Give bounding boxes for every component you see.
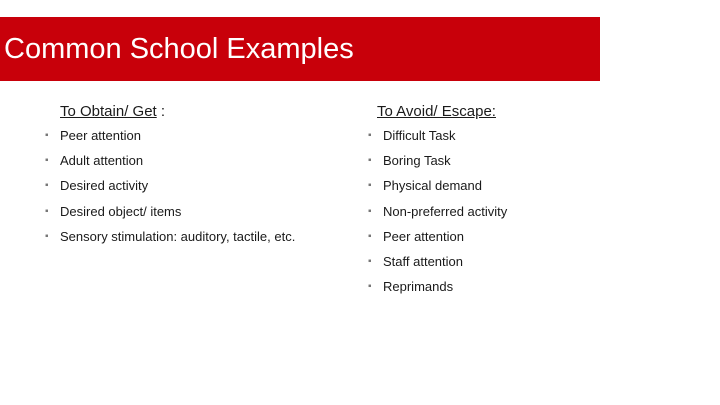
list-item	[365, 227, 507, 252]
bullet-icon: ▪	[45, 205, 49, 217]
list-item-text: Non-preferred activity	[383, 203, 508, 219]
list-item	[0, 202, 295, 227]
list-item	[365, 202, 507, 227]
avoid-heading	[377, 102, 496, 122]
list-item-text: Sensory stimulation: auditory, tactile, etc.	[60, 228, 296, 244]
bullet-icon: ▪	[45, 230, 49, 242]
list-item	[0, 126, 295, 151]
list-item	[365, 151, 507, 176]
list-item	[0, 227, 295, 252]
list-item-text: Difficult Task	[383, 128, 456, 143]
slide-title: Common School Examples	[4, 33, 354, 65]
list-item	[0, 151, 295, 176]
list-item-text: Boring Task	[383, 153, 451, 169]
bullet-icon: ▪	[45, 180, 49, 192]
list-item-text: Desired activity	[60, 178, 149, 194]
list-item-text: Peer attention	[60, 128, 141, 143]
bullet-icon: ▪	[368, 155, 372, 167]
list-item-text: Peer attention	[383, 228, 464, 244]
avoid-list	[365, 126, 507, 302]
bullet-icon: ▪	[45, 130, 49, 141]
list-item	[0, 176, 295, 201]
bullet-icon: ▪	[368, 130, 372, 141]
bullet-icon: ▪	[368, 230, 372, 242]
bullet-icon: ▪	[368, 205, 372, 217]
list-item	[365, 176, 507, 201]
bullet-icon: ▪	[368, 281, 372, 293]
avoid-heading-text: To Avoid/ Escape:	[377, 103, 496, 120]
obtain-list	[0, 126, 295, 252]
list-item-text: Physical demand	[383, 178, 482, 194]
list-item-text: Desired object/ items	[60, 203, 182, 219]
list-item	[365, 277, 507, 302]
bullet-icon: ▪	[45, 155, 49, 167]
obtain-heading-suffix: :	[156, 103, 166, 120]
obtain-heading-text: To Obtain/ Get	[60, 103, 157, 120]
list-item	[365, 126, 507, 151]
list-item-text: Staff attention	[383, 253, 463, 269]
obtain-heading	[60, 102, 165, 122]
bullet-icon: ▪	[368, 255, 372, 267]
bullet-icon: ▪	[368, 180, 372, 192]
list-item-text: Adult attention	[60, 153, 144, 169]
list-item	[365, 252, 507, 277]
title-bar	[0, 17, 600, 81]
list-item-text: Reprimands	[383, 279, 454, 295]
